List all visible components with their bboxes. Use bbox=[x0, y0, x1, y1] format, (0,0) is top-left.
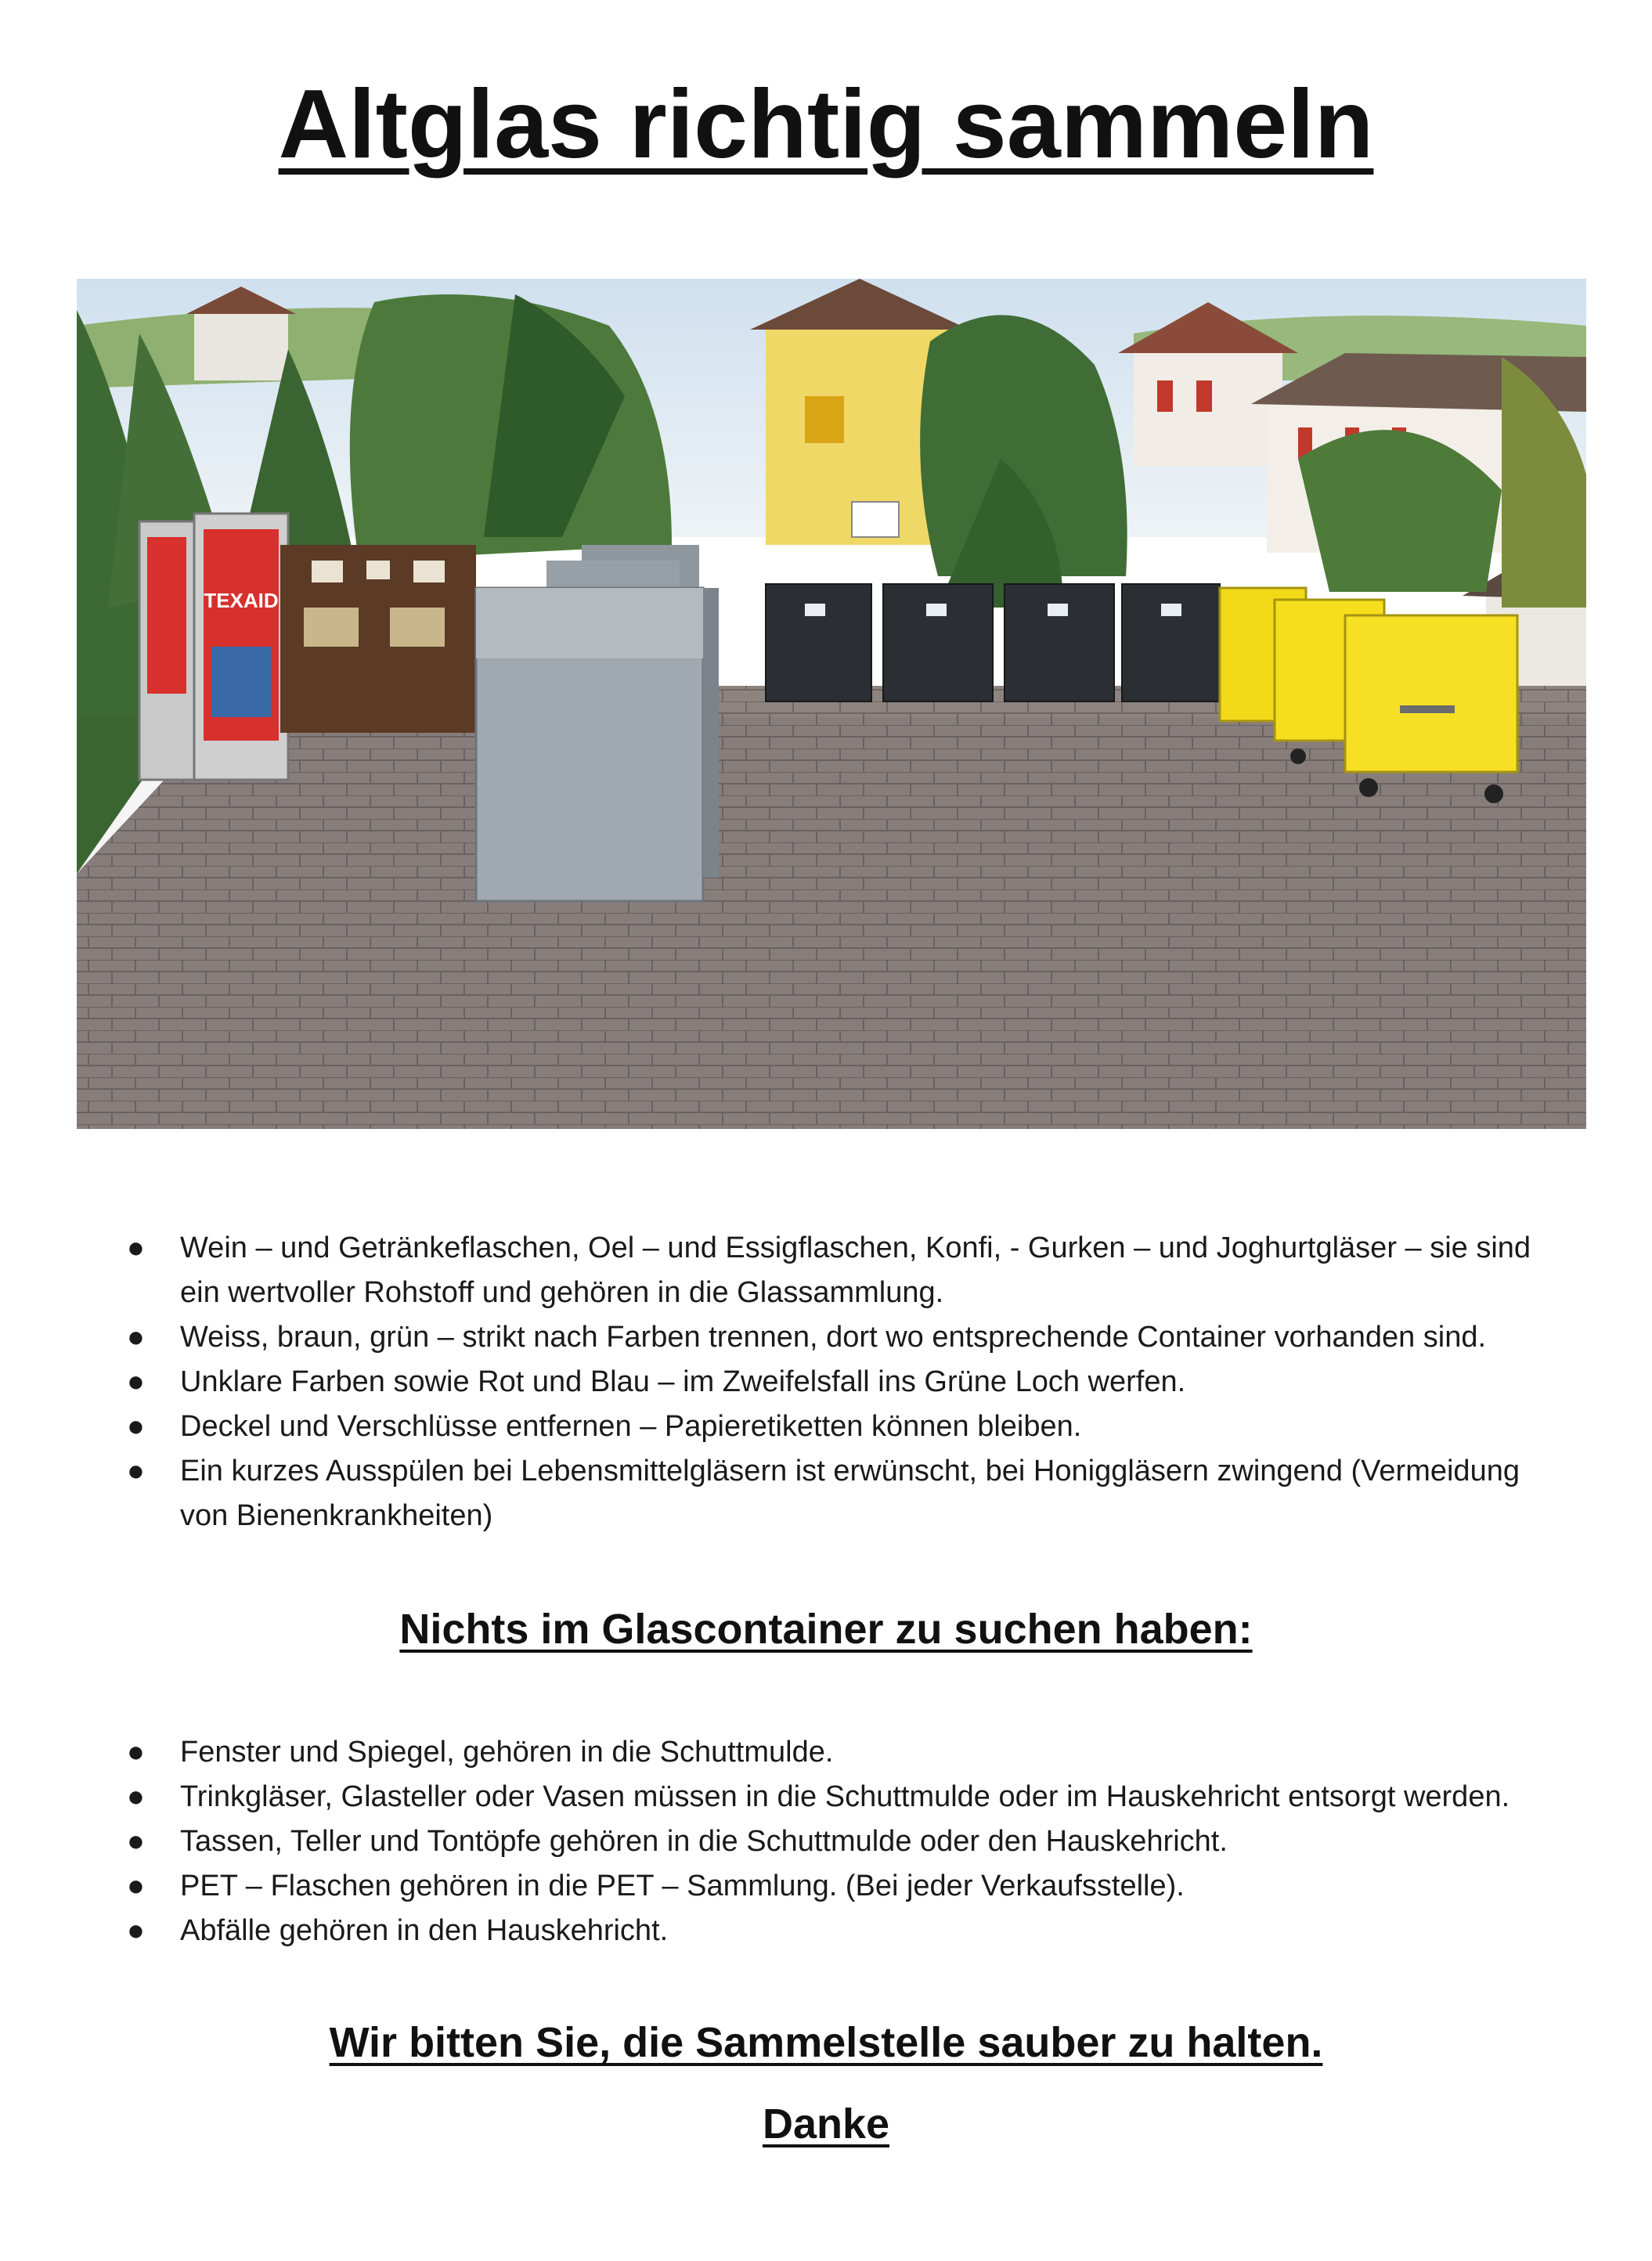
collection-point-photo bbox=[77, 279, 1586, 1129]
list-item bbox=[0, 1909, 1652, 1953]
list-item-text: Wein – und Getränkeflaschen, Oel – und Essigflaschen, Konfi, - Gurken – und Joghurtgläser – sie sind ein wertvoller Rohstoff und gehören in die Glassammlung. bbox=[180, 1231, 1531, 1309]
bullet-icon: ● bbox=[127, 1736, 145, 1769]
list-item bbox=[0, 1405, 1652, 1449]
bullet-icon: ● bbox=[127, 1231, 145, 1264]
textile-boxes bbox=[139, 514, 288, 780]
section-heading: Nichts im Glascontainer zu suchen haben: bbox=[399, 1606, 1253, 1653]
closing-request: Wir bitten Sie, die Sammelstelle sauber zu halten. bbox=[329, 2019, 1323, 2066]
list-item-text: Fenster und Spiegel, gehören in die Schuttmulde. bbox=[180, 1736, 834, 1769]
bullet-icon: ● bbox=[127, 1870, 145, 1902]
list-item bbox=[0, 1226, 1652, 1315]
bullet-icon: ● bbox=[127, 1825, 145, 1858]
bullet-icon: ● bbox=[127, 1410, 145, 1443]
list-item-text: Abfälle gehören in den Hauskehricht. bbox=[180, 1914, 669, 1947]
list-item-text: Ein kurzes Ausspülen bei Lebensmittelgläsern ist erwünscht, bei Honiggläsern zwingend (Vermeidung von Bienenkrankheiten) bbox=[180, 1455, 1520, 1532]
bullet-icon: ● bbox=[127, 1780, 145, 1813]
list-item-text: Weiss, braun, grün – strikt nach Farben trennen, dort wo entsprechende Container vorhanden sind. bbox=[180, 1321, 1487, 1354]
glass-containers bbox=[476, 545, 719, 901]
list-item bbox=[0, 1315, 1652, 1360]
list-item bbox=[0, 1864, 1652, 1909]
allowed-items-list bbox=[0, 1226, 1652, 1538]
list-item bbox=[0, 1730, 1652, 1775]
thanks-text: Danke bbox=[762, 2101, 890, 2147]
textile-box-label: TEXAID bbox=[204, 589, 279, 612]
list-item bbox=[0, 1449, 1652, 1538]
black-bins bbox=[766, 584, 1220, 701]
list-item bbox=[0, 1775, 1652, 1819]
list-item-text: Deckel und Verschlüsse entfernen – Papieretiketten können bleiben. bbox=[180, 1410, 1082, 1443]
list-item bbox=[0, 1819, 1652, 1864]
forbidden-items-list bbox=[0, 1730, 1652, 1953]
wooden-hut bbox=[280, 545, 476, 733]
bullet-icon: ● bbox=[127, 1365, 145, 1398]
bullet-icon: ● bbox=[127, 1321, 145, 1354]
list-item-text: Trinkgläser, Glasteller oder Vasen müssen in die Schuttmulde oder im Hauskehricht entsorgt werden. bbox=[180, 1780, 1510, 1813]
page-title: Altglas richtig sammeln bbox=[278, 70, 1374, 178]
list-item-text: PET – Flaschen gehören in die PET – Sammlung. (Bei jeder Verkaufsstelle). bbox=[180, 1870, 1185, 1902]
list-item bbox=[0, 1360, 1652, 1405]
bullet-icon: ● bbox=[127, 1455, 145, 1488]
list-item-text: Tassen, Teller und Tontöpfe gehören in die Schuttmulde oder den Hauskehricht. bbox=[180, 1825, 1228, 1858]
bullet-icon: ● bbox=[127, 1914, 145, 1947]
list-item-text: Unklare Farben sowie Rot und Blau – im Zweifelsfall ins Grüne Loch werfen. bbox=[180, 1365, 1186, 1398]
